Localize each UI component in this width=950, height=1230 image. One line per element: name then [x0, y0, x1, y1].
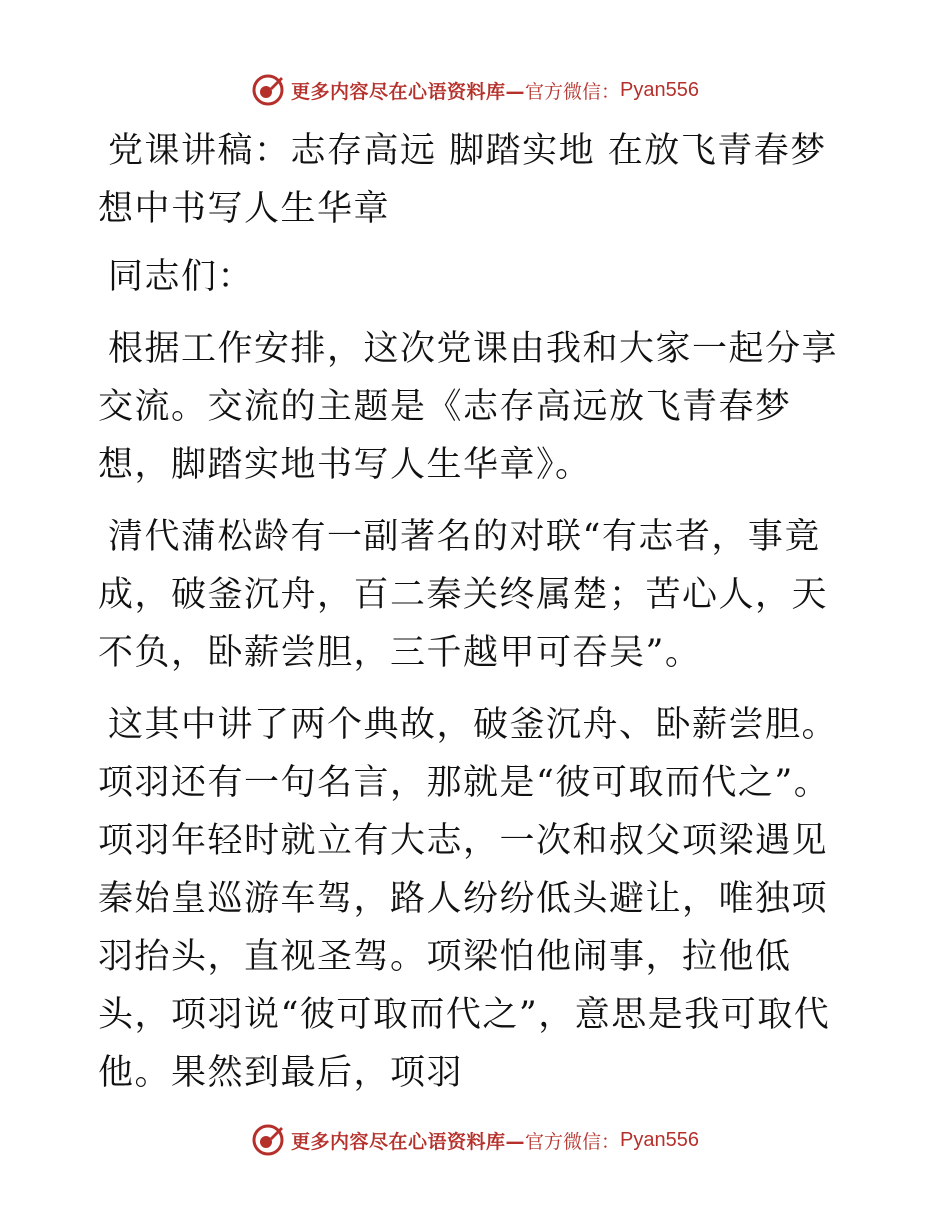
header-wechat-id: Pyan556 [620, 78, 699, 101]
footer-banner [0, 1120, 950, 1160]
paragraph-1: 根据工作安排，这次党课由我和大家一起分享交流。交流的主题是《志存高远放飞青春梦想，脚踏实地书写人生华章》。 [98, 329, 839, 485]
header-wechat-label: 官方微信： [525, 80, 621, 103]
paragraph-3: 这其中讲了两个典故，破釜沉舟、卧薪尝胆。项羽还有一句名言，那就是“彼可取而代之”。项羽年轻时就立有大志，一次和叔父项梁遇见秦始皇巡游车驾，路人纷纷低头避让，唯独项羽抬头，直视圣驾。项梁怕他闹事，拉他低头，项羽说“彼可取而代之”，意思是我可取代他。果然到最后，项羽 [98, 705, 839, 1093]
brush-logo-icon [251, 73, 285, 107]
paragraph-2: 清代蒲松龄有一副著名的对联“有志者，事竟成，破釜沉舟，百二秦关终属楚；苦心人，天不负，卧薪尝胆，三千越甲可吞吴”。 [98, 517, 829, 673]
header-banner [0, 70, 950, 110]
footer-banner-text: 更多内容尽在心语资料库— [291, 1130, 526, 1153]
greeting: 同志们： [108, 257, 255, 297]
header-banner-text: 更多内容尽在心语资料库— [291, 80, 526, 103]
document-title: 党课讲稿：志存高远 脚踏实地 在放飞青春梦想中书写人生华章 [98, 131, 827, 229]
brush-logo-icon [251, 1123, 285, 1157]
footer-wechat-id: Pyan556 [620, 1128, 699, 1151]
document-body [98, 122, 850, 1116]
footer-wechat-label: 官方微信： [525, 1130, 621, 1153]
